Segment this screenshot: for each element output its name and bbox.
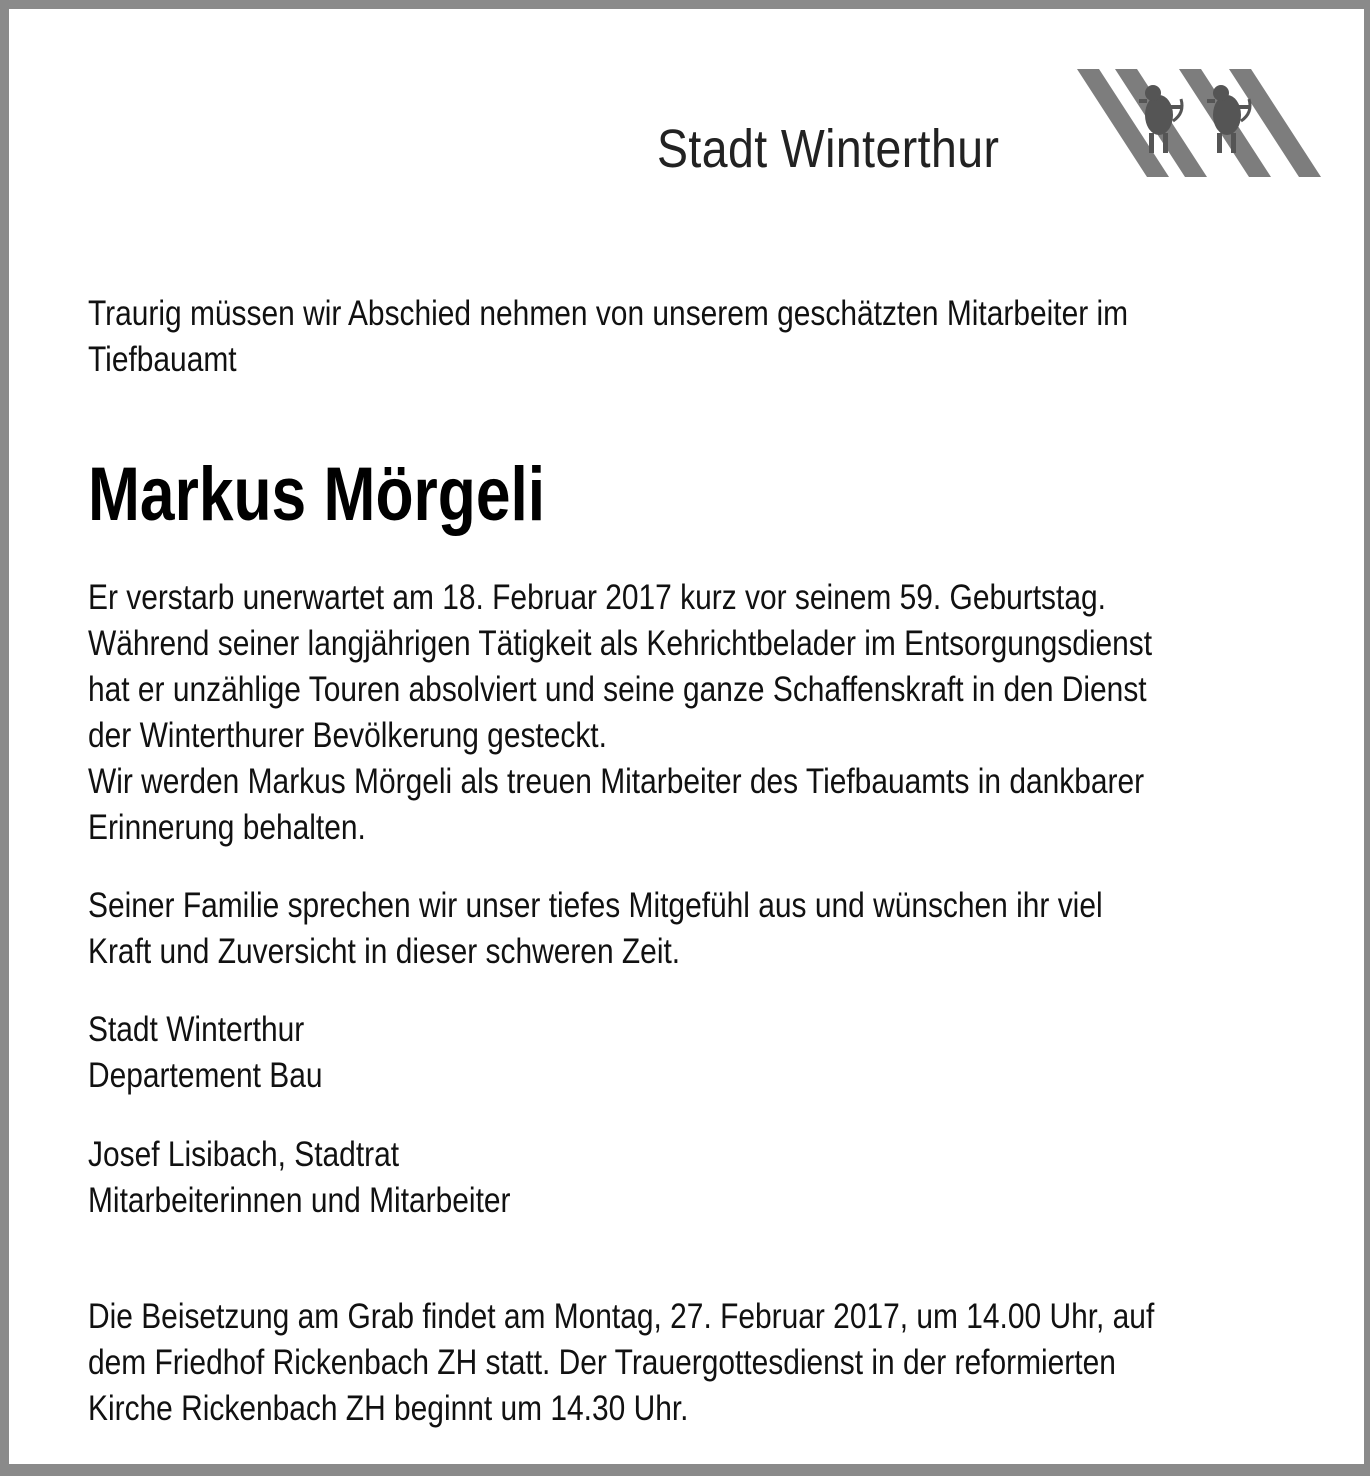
body-line: Während seiner langjährigen Tätigkeit als Kehrichtbelader im Entsorgungsdienst — [88, 624, 1153, 663]
intro-line: Traurig müssen wir Abschied nehmen von unserem geschätzten Mitarbeiter im — [88, 294, 1129, 333]
city-name-logo: Stadt Winterthur — [657, 119, 1000, 179]
funeral-info-line: Kirche Rickenbach ZH beginnt um 14.30 Uhr. — [88, 1389, 689, 1428]
body-text — [88, 575, 1338, 851]
winterthur-coat-of-arms-icon — [1077, 69, 1323, 177]
notice-content — [88, 291, 1338, 1432]
body-line: der Winterthurer Bevölkerung gesteckt. — [88, 716, 607, 755]
condolence-text — [88, 883, 1338, 975]
body-line: Erinnerung behalten. — [88, 808, 366, 847]
intro-line: Tiefbauamt — [88, 340, 237, 379]
funeral-info — [88, 1294, 1338, 1432]
body-line: hat er unzählige Touren absolviert und seine ganze Schaffenskraft in den Dienst — [88, 670, 1147, 709]
signature-people-line: Josef Lisibach, Stadtrat — [88, 1135, 400, 1174]
signature-org-line: Departement Bau — [88, 1056, 323, 1095]
deceased-name: Markus Mörgeli — [88, 452, 546, 537]
funeral-info-line: Die Beisetzung am Grab findet am Montag, 27. Februar 2017, um 14.00 Uhr, auf — [88, 1297, 1155, 1336]
condolence-line: Kraft und Zuversicht in dieser schweren Zeit. — [88, 932, 681, 971]
signature-people — [88, 1132, 1338, 1224]
signature-organization — [88, 1007, 1338, 1099]
funeral-info-line: dem Friedhof Rickenbach ZH statt. Der Trauergottesdienst in der reformierten — [88, 1343, 1116, 1382]
intro-text — [88, 291, 1338, 383]
body-line: Er verstarb unerwartet am 18. Februar 2017 kurz vor seinem 59. Geburtstag. — [88, 578, 1106, 617]
signature-org-line: Stadt Winterthur — [88, 1010, 305, 1049]
body-line: Wir werden Markus Mörgeli als treuen Mitarbeiter des Tiefbauamts in dankbarer — [88, 762, 1145, 801]
signature-people-line: Mitarbeiterinnen und Mitarbeiter — [88, 1181, 511, 1220]
header — [649, 69, 1329, 179]
condolence-line: Seiner Familie sprechen wir unser tiefes Mitgefühl aus und wünschen ihr viel — [88, 886, 1103, 925]
